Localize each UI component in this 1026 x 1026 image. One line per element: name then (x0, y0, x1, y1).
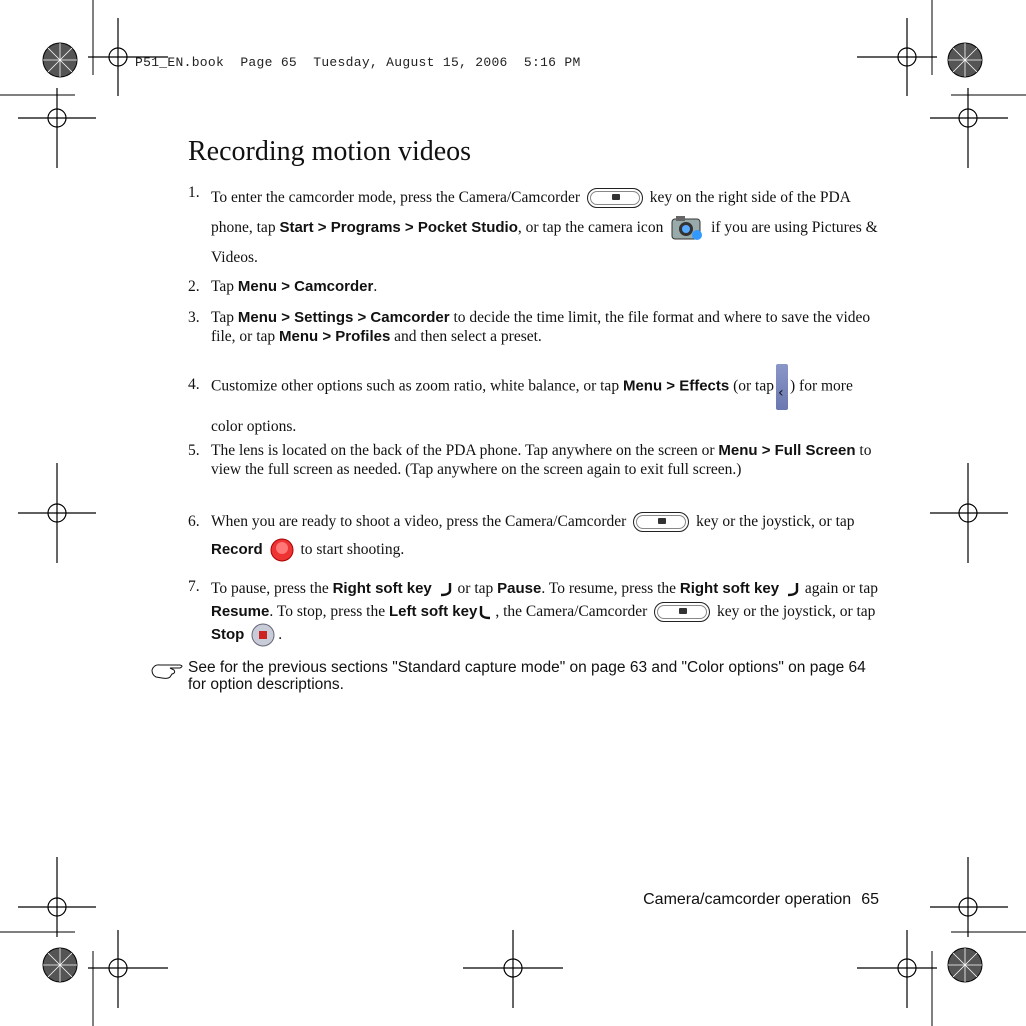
effects-tab-icon (776, 364, 788, 410)
book-header: P51_EN.book Page 65 Tuesday, August 15, 2006 5:16 PM (135, 55, 581, 70)
step-7: 7. To pause, press the Right soft key or tap Pause. To resume, press the Right soft key again or tap Resume. To stop, press the Left soft key , the Camera/Camcorder key or the joystick, or tap Stop . (188, 577, 878, 647)
step-5: 5. The lens is located on the back of the PDA phone. Tap anywhere on the screen or Menu > Full Screen to view the full screen as needed. (Tap anywhere on the screen again to exit full screen.) (188, 442, 872, 478)
left-soft-key-icon (477, 603, 495, 621)
camera-key-icon (654, 602, 710, 622)
camera-key-icon (587, 188, 643, 208)
step-1: 1. To enter the camcorder mode, press the Camera/Camcorder key on the right side of the PDA phone, tap Start > Programs > Pocket Studio, or tap the camera icon if you are using Pictures & Videos. (188, 184, 878, 266)
stop-icon (251, 623, 275, 647)
page-title: Recording motion videos (188, 136, 472, 167)
page-number: 65 (861, 891, 879, 908)
step-6: 6. When you are ready to shoot a video, press the Camera/Camcorder key or the joystick, or tap Record to start shooting. (188, 512, 878, 568)
page-footer (643, 891, 879, 909)
note-hand-icon (150, 660, 186, 680)
note-text: See for the previous sections "Standard capture mode" on page 63 and "Color options" on page 64 for option descriptions. (188, 659, 866, 693)
footer-section: Camera/camcorder operation (643, 891, 852, 908)
right-soft-key-icon (436, 580, 454, 598)
step-2: 2. Tap Menu > Camcorder. (188, 278, 378, 295)
record-icon (270, 538, 294, 562)
step-3: 3. Tap Menu > Settings > Camcorder to decide the time limit, the file format and where to save the video file, or tap Menu > Profiles and then select a preset. (188, 309, 871, 345)
camera-key-icon (633, 512, 689, 532)
right-soft-key-icon (783, 580, 801, 598)
step-4: 4. Customize other options such as zoom ratio, white balance, or tap Menu > Effects (or tap‹ ) for more color options. (188, 364, 878, 430)
camera-app-icon (671, 214, 703, 242)
